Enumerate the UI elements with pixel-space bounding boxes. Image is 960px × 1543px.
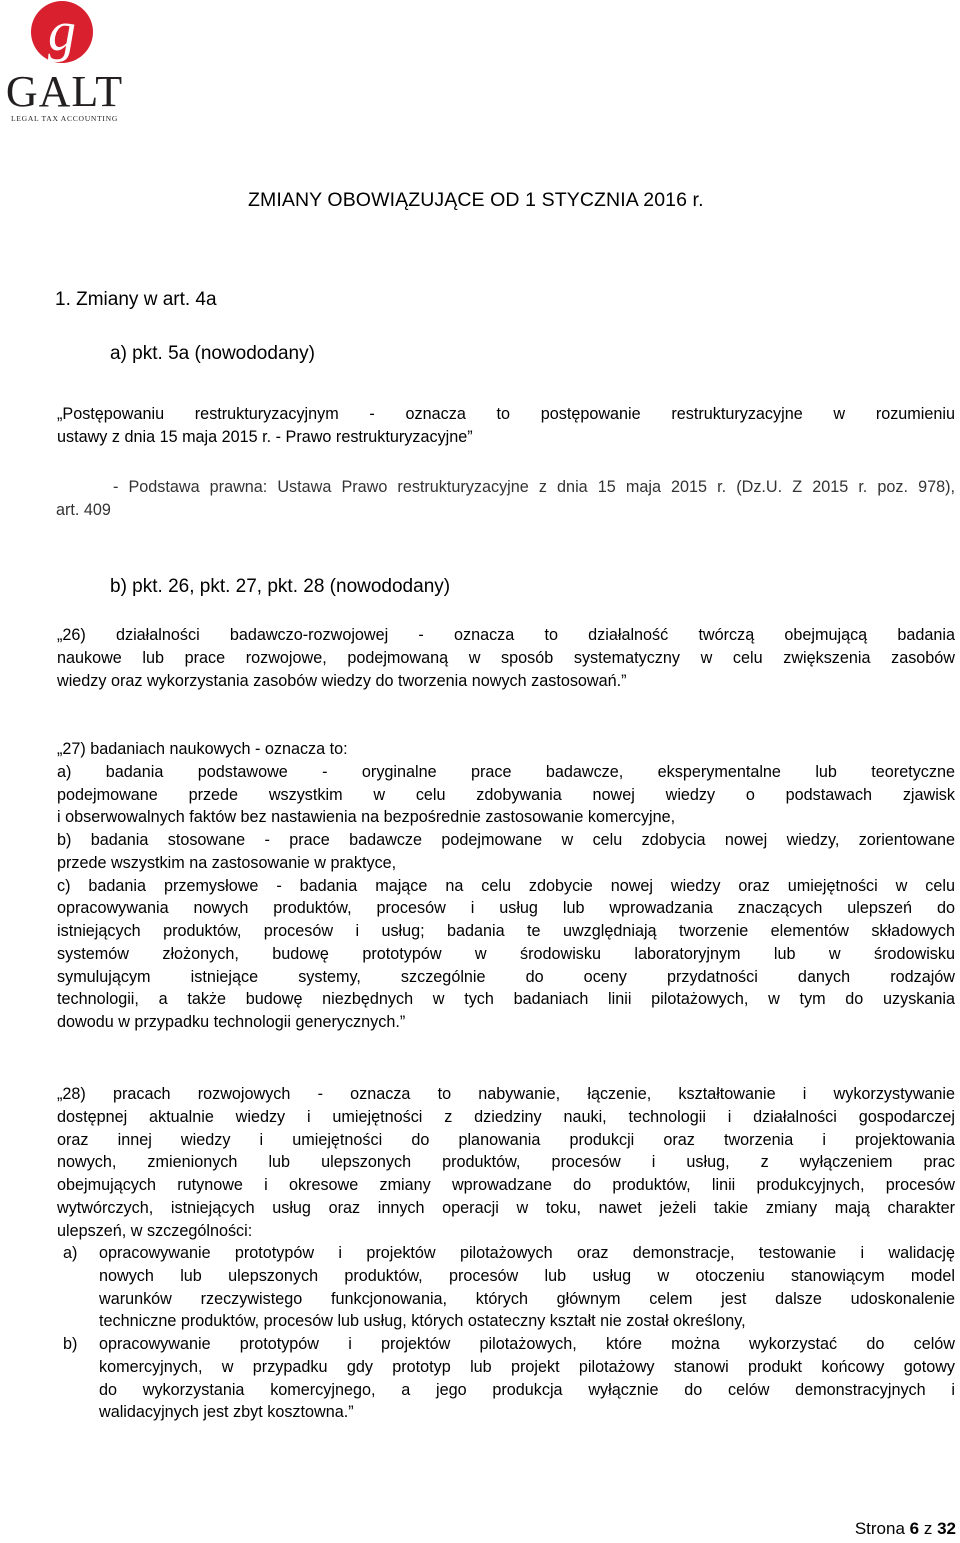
paragraph-line: przede wszystkim na zastosowanie w praktyce,	[57, 853, 397, 872]
paragraph-line: „26) działalności badawczo-rozwojowej - oznacza to działalność twórczą obejmującą badania	[57, 626, 955, 644]
paragraph-line: istniejących produktów, procesów i usług; badania te uwzględniają tworzenie elementów składowych	[57, 922, 955, 940]
paragraph-line: a) badania podstawowe - oryginalne prace badawcze, eksperymentalne lub teoretyczne	[57, 762, 955, 781]
paragraph-line: naukowe lub prace rozwojowe, podejmowaną w sposób systematyczny w celu zwiększenia zasobów	[57, 648, 955, 667]
svg-text:g: g	[48, 1, 76, 63]
subsection-b-heading: b) pkt. 26, pkt. 27, pkt. 28 (nowododany)	[110, 576, 451, 597]
list-line: do wykorzystania komercyjnego, a jego produkcja wyłącznie do celów demonstracyjnych i	[99, 1380, 955, 1399]
legal-basis-note	[56, 476, 955, 522]
paragraph-5a	[57, 403, 955, 449]
paragraph-28	[57, 1083, 955, 1242]
section-1-heading: 1. Zmiany w art. 4a	[55, 289, 217, 310]
paragraph-26	[57, 624, 955, 692]
paragraph-line: technologii, a także budowę niezbędnych w tych badaniach linii pilotażowych, w tym do uzyskania	[57, 990, 955, 1009]
paragraph-line: obejmujących rutynowe i okresowe zmiany wprowadzane do produktów, linii produkcyjnych, procesów	[57, 1176, 955, 1194]
page-label: Strona	[854, 1519, 905, 1538]
list-line: opracowywanie prototypów i projektów pilotażowych oraz demonstracje, testowanie i walidację	[99, 1244, 955, 1262]
list-item	[57, 1242, 955, 1333]
paragraph-line: dowodu w przypadku technologii generycznych.”	[57, 1013, 406, 1031]
company-logo	[2, 0, 127, 125]
paragraph-line: nowych, zmienionych lub ulepszonych produktów, procesów i usług, z wyłączeniem prac	[57, 1153, 955, 1172]
list-line: nowych lub ulepszonych produktów, procesów lub usług w otoczeniu stanowiącym model	[99, 1266, 955, 1285]
paragraph-line: art. 409	[56, 500, 111, 519]
list-item	[57, 1333, 955, 1424]
subsection-a-heading: a) pkt. 5a (nowododany)	[110, 343, 315, 364]
document-title: ZMIANY OBOWIĄZUJĄCE OD 1 STYCZNIA 2016 r.	[248, 189, 704, 211]
paragraph-line: wiedzy oraz wykorzystania zasobów wiedzy do tworzenia nowych zastosowań.”	[57, 671, 627, 690]
page-number	[855, 1519, 956, 1539]
list-line: warunków rzeczywistego funkcjonowania, których głównym celem jest dalsze udoskonalenie	[99, 1289, 955, 1308]
paragraph-line: ulepszeń, w szczególności:	[57, 1221, 253, 1240]
paragraph-line: symulującym istniejące systemy, szczególnie do oceny przydatności danych rodzajów	[57, 967, 955, 986]
paragraph-line: dostępnej aktualnie wiedzy i umiejętności z dziedziny nauki, technologii i działalności gospodarczej	[57, 1107, 955, 1126]
paragraph-line: „Postępowaniu restrukturyzacyjnym - oznacza to postępowanie restrukturyzacyjne w rozumieniu	[57, 405, 955, 423]
page-total: 32	[937, 1519, 956, 1538]
paragraph-line: „27) badaniach naukowych - oznacza to:	[57, 740, 348, 758]
page-separator: z	[923, 1519, 933, 1538]
paragraph-28-list	[57, 1242, 955, 1424]
list-marker: a)	[63, 1244, 78, 1262]
list-line: techniczne produktów, procesów lub usług, których ostateczny kształt nie został określony,	[99, 1312, 746, 1331]
list-line: walidacyjnych jest zbyt kosztowna.”	[99, 1403, 354, 1422]
paragraph-27	[57, 738, 955, 1034]
paragraph-line: podejmowane przede wszystkim w celu zdobywania nowej wiedzy o podstawach zjawisk	[57, 785, 955, 804]
page-current: 6	[909, 1519, 920, 1538]
paragraph-line: i obserwowalnych faktów bez nastawienia na bezpośrednie zastosowanie komercyjne,	[57, 808, 676, 827]
list-line: opracowywanie prototypów i projektów pilotażowych, które można wykorzystać do celów	[99, 1335, 955, 1353]
list-marker: b)	[63, 1335, 78, 1353]
paragraph-line: „28) pracach rozwojowych - oznacza to nabywanie, łączenie, kształtowanie i wykorzystywanie	[57, 1085, 955, 1103]
paragraph-line: b) badania stosowane - prace badawcze podejmowane w celu zdobycia nowej wiedzy, zorientowane	[57, 831, 955, 849]
paragraph-line: opracowywania nowych produktów, procesów i usług lub wprowadzania znaczących ulepszeń do	[57, 899, 955, 918]
paragraph-line: systemów złożonych, budowę prototypów w środowisku laboratoryjnym lub w środowisku	[57, 944, 955, 963]
list-line: komercyjnych, w przypadku gdy prototyp lub projekt pilotażowy stanowi produkt końcowy gotowy	[99, 1357, 955, 1376]
paragraph-line: ustawy z dnia 15 maja 2015 r. - Prawo restrukturyzacyjne”	[57, 427, 473, 446]
paragraph-line: oraz innej wiedzy i umiejętności do planowania produkcji oraz tworzenia i projektowania	[57, 1130, 955, 1149]
paragraph-line: c) badania przemysłowe - badania mające na celu zdobycie nowej wiedzy oraz umiejętności w celu	[57, 876, 955, 895]
logo-subtitle: LEGAL TAX ACCOUNTING	[10, 114, 119, 123]
paragraph-line: - Podstawa prawna: Ustawa Prawo restrukturyzacyjne z dnia 15 maja 2015 r. (Dz.U. Z 2015 r. poz. 978),	[113, 478, 955, 496]
paragraph-line: wytwórczych, istniejących usług oraz innych operacji w toku, nawet jeżeli takie zmiany mają charakter	[57, 1198, 955, 1217]
logo-wordmark: GALT	[5, 67, 124, 116]
